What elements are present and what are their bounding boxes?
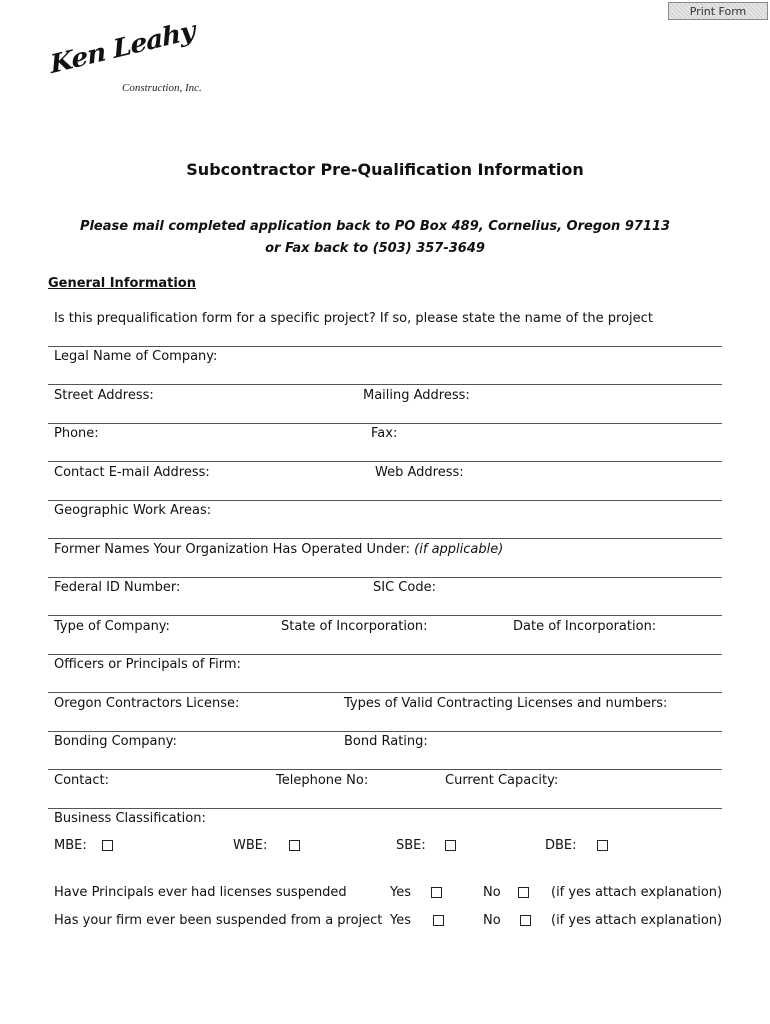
geographic-areas-label: Geographic Work Areas: bbox=[54, 503, 212, 518]
current-capacity-label: Current Capacity: bbox=[445, 773, 559, 788]
date-incorporation-label: Date of Incorporation: bbox=[513, 619, 657, 634]
legal-name-label: Legal Name of Company: bbox=[54, 349, 218, 364]
q1-yes-label: Yes bbox=[390, 885, 411, 900]
dbe-label: DBE: bbox=[545, 838, 577, 853]
sbe-checkbox[interactable] bbox=[445, 840, 456, 851]
geographic-areas-field[interactable] bbox=[48, 538, 722, 539]
federal-id-sic-fields[interactable] bbox=[48, 615, 722, 616]
project-name-field[interactable] bbox=[48, 346, 722, 347]
sbe-label: SBE: bbox=[396, 838, 426, 853]
legal-name-field[interactable] bbox=[48, 384, 722, 385]
q1-yes-checkbox[interactable] bbox=[431, 887, 442, 898]
bonding-company-label: Bonding Company: bbox=[54, 734, 177, 749]
sic-code-label: SIC Code: bbox=[373, 580, 436, 595]
incorporation-fields[interactable] bbox=[48, 654, 722, 655]
logo-subtitle: Construction, Inc. bbox=[122, 82, 202, 94]
state-incorporation-label: State of Incorporation: bbox=[281, 619, 428, 634]
license-fields[interactable] bbox=[48, 731, 722, 732]
mail-instructions: Please mail completed application back to PO Box 489, Cornelius, Oregon 97113 bbox=[79, 219, 671, 234]
email-label: Contact E-mail Address: bbox=[54, 465, 210, 480]
bonding-fields[interactable] bbox=[48, 769, 722, 770]
dbe-checkbox[interactable] bbox=[597, 840, 608, 851]
contact-fields[interactable] bbox=[48, 808, 722, 809]
contact-label: Contact: bbox=[54, 773, 109, 788]
q1-no-label: No bbox=[483, 885, 501, 900]
logo-script-text: Ken Leahy bbox=[48, 16, 196, 80]
q2-yes-label: Yes bbox=[390, 913, 411, 928]
license-types-label: Types of Valid Contracting Licenses and numbers: bbox=[344, 696, 668, 711]
mbe-label: MBE: bbox=[54, 838, 87, 853]
former-names-text: Former Names Your Organization Has Operated Under: bbox=[54, 542, 411, 557]
officers-label: Officers or Principals of Firm: bbox=[54, 657, 241, 672]
q2-no-label: No bbox=[483, 913, 501, 928]
mbe-checkbox[interactable] bbox=[102, 840, 113, 851]
wbe-checkbox[interactable] bbox=[289, 840, 300, 851]
licenses-suspended-question: Have Principals ever had licenses suspended bbox=[54, 885, 347, 900]
q2-explanation-note: (if yes attach explanation) bbox=[551, 913, 723, 928]
q1-explanation-note: (if yes attach explanation) bbox=[551, 885, 723, 900]
address-fields[interactable] bbox=[48, 423, 722, 424]
page-title: Subcontractor Pre-Qualification Information bbox=[186, 160, 584, 179]
mailing-address-label: Mailing Address: bbox=[363, 388, 470, 403]
section-general-information: General Information bbox=[48, 276, 196, 291]
wbe-label: WBE: bbox=[233, 838, 268, 853]
federal-id-label: Federal ID Number: bbox=[54, 580, 181, 595]
street-address-label: Street Address: bbox=[54, 388, 154, 403]
fax-label: Fax: bbox=[371, 426, 398, 441]
q2-yes-checkbox[interactable] bbox=[433, 915, 444, 926]
former-names-label bbox=[54, 542, 503, 557]
email-web-fields[interactable] bbox=[48, 500, 722, 501]
officers-field[interactable] bbox=[48, 692, 722, 693]
bond-rating-label: Bond Rating: bbox=[344, 734, 428, 749]
phone-label: Phone: bbox=[54, 426, 99, 441]
former-names-field[interactable] bbox=[48, 577, 722, 578]
project-suspended-question: Has your firm ever been suspended from a project bbox=[54, 913, 383, 928]
company-logo bbox=[48, 16, 242, 120]
business-classification-label: Business Classification: bbox=[54, 811, 206, 826]
fax-instructions: or Fax back to (503) 357-3649 bbox=[265, 241, 485, 256]
company-type-label: Type of Company: bbox=[54, 619, 170, 634]
project-question-label: Is this prequalification form for a specific project? If so, please state the name of the project bbox=[54, 311, 653, 326]
web-address-label: Web Address: bbox=[375, 465, 464, 480]
print-form-button[interactable]: Print Form bbox=[668, 2, 768, 20]
former-names-note: (if applicable) bbox=[414, 542, 504, 557]
q1-no-checkbox[interactable] bbox=[518, 887, 529, 898]
telephone-label: Telephone No: bbox=[276, 773, 369, 788]
phone-fax-fields[interactable] bbox=[48, 461, 722, 462]
oregon-license-label: Oregon Contractors License: bbox=[54, 696, 240, 711]
q2-no-checkbox[interactable] bbox=[520, 915, 531, 926]
